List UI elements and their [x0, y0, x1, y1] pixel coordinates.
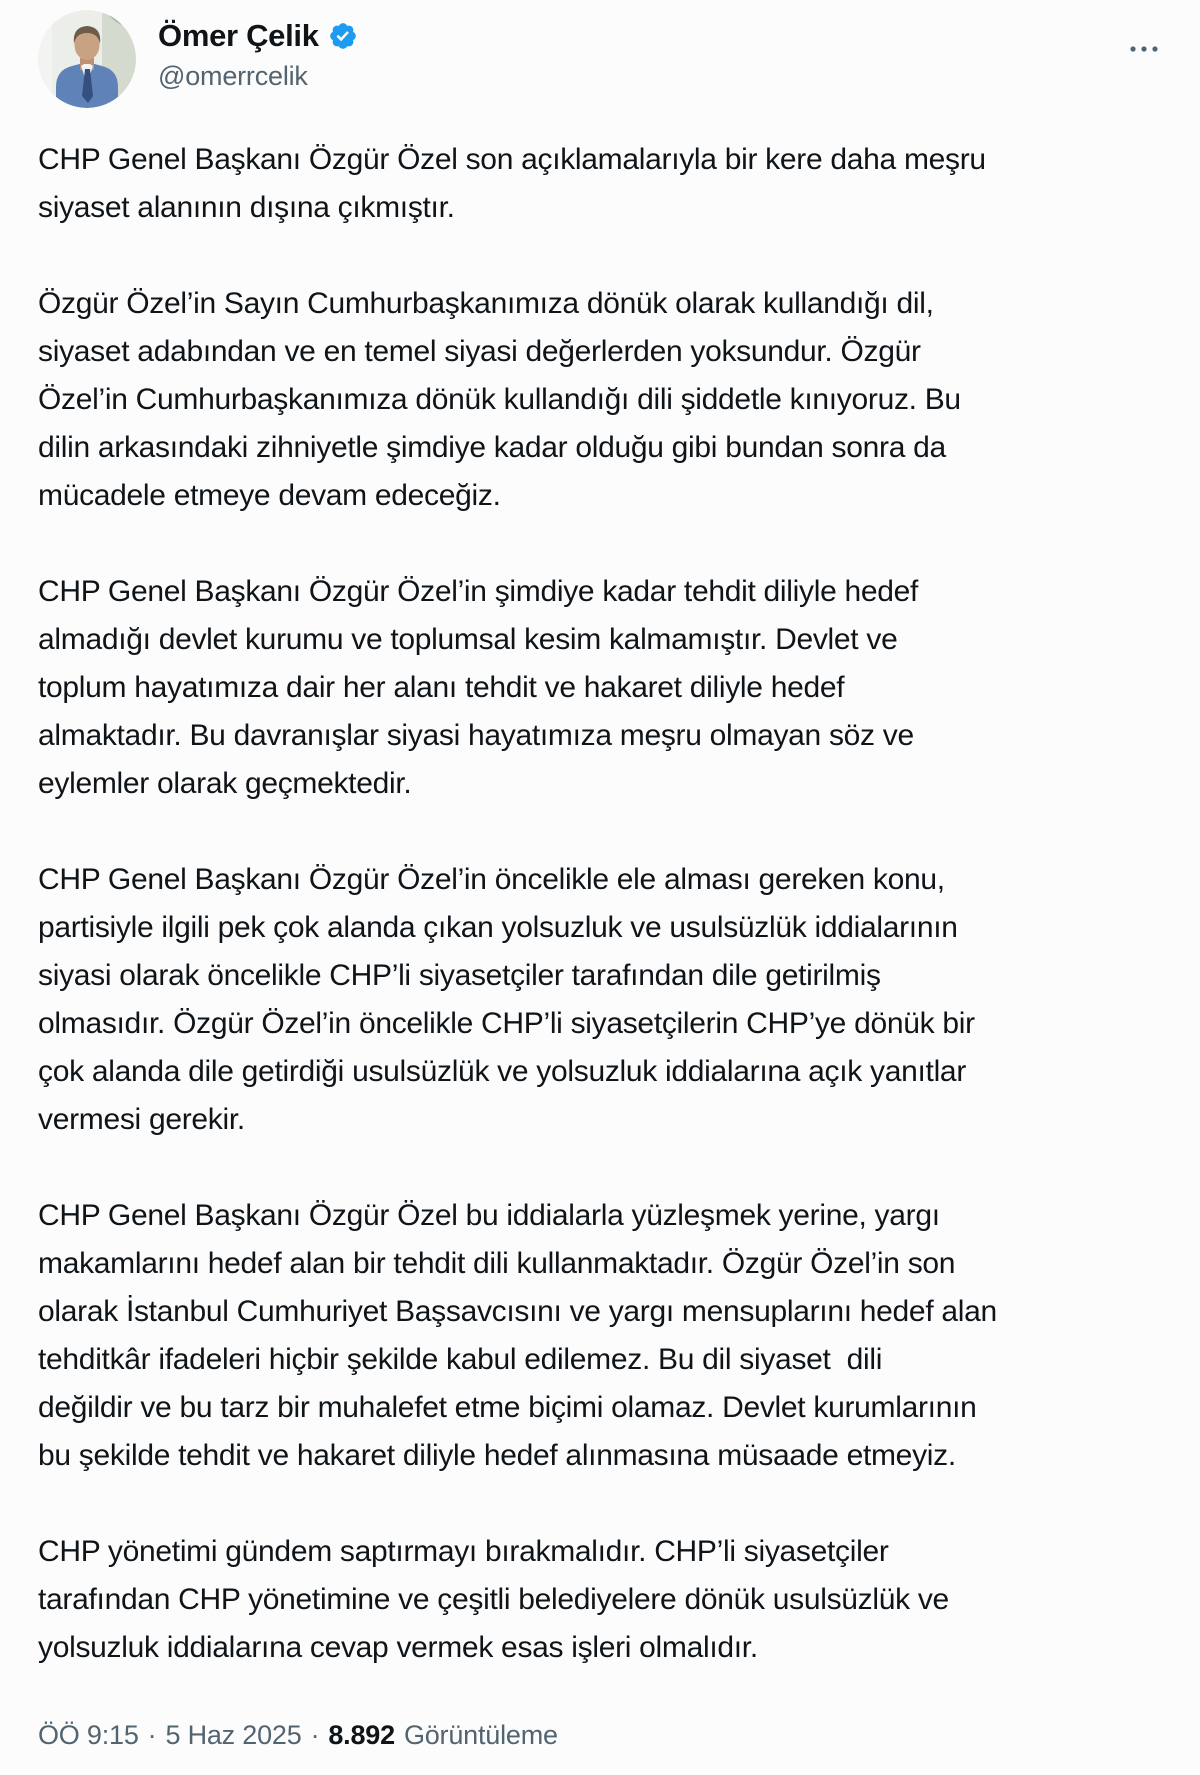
tweet-line: CHP Genel Başkanı Özgür Özel’in şimdiye kadar tehdit diliyle hedef: [38, 575, 919, 608]
tweet-line: tehditkâr ifadeleri hiçbir şekilde kabul edilemez. Bu dil siyaset dili: [38, 1343, 883, 1376]
views-label: Görüntüleme: [403, 1720, 558, 1750]
tweet-line: toplum hayatımıza dair her alanı tehdit ve hakaret diliyle hedef: [38, 671, 845, 704]
views-count: 8.892: [328, 1720, 395, 1750]
tweet-paragraph: [38, 568, 1162, 808]
display-name[interactable]: Ömer Çelik: [158, 18, 319, 53]
tweet-line: olarak İstanbul Cumhuriyet Başsavcısını ve yargı mensuplarını hedef alan: [38, 1295, 997, 1328]
tweet-paragraph: [38, 280, 1162, 520]
tweet-line: eylemler olarak geçmektedir.: [38, 767, 412, 800]
tweet-header: [38, 10, 1162, 108]
tweet-line: almadığı devlet kurumu ve toplumsal kesim kalmamıştır. Devlet ve: [38, 623, 898, 656]
tweet-line: makamlarını hedef alan bir tehdit dili kullanmaktadır. Özgür Özel’in son: [38, 1247, 956, 1280]
tweet-line: Özgür Özel’in Sayın Cumhurbaşkanımıza dönük olarak kullandığı dil,: [38, 287, 934, 320]
tweet-line: siyasi olarak öncelikle CHP’li siyasetçiler tarafından dile getirilmiş: [38, 959, 881, 992]
tweet-line: siyaset adabından ve en temel siyasi değerlerden yoksundur. Özgür: [38, 335, 921, 368]
tweet-paragraph: [38, 856, 1162, 1144]
more-button[interactable]: [1116, 32, 1160, 66]
tweet-line: yolsuzluk iddialarına cevap vermek esas işleri olmalıdır.: [38, 1631, 758, 1664]
tweet-line: partisiyle ilgili pek çok alanda çıkan yolsuzluk ve usulsüzlük iddialarının: [38, 911, 958, 944]
tweet-line: dilin arkasındaki zihniyetle şimdiye kadar olduğu gibi bundan sonra da: [38, 431, 946, 464]
tweet-line: olmasıdır. Özgür Özel’in öncelikle CHP’li siyasetçilerin CHP’ye dönük bir: [38, 1007, 975, 1040]
verified-badge-icon: [328, 21, 358, 51]
user-handle[interactable]: @omerrcelik: [158, 61, 308, 91]
tweet-text: [38, 136, 1162, 1672]
tweet-line: siyaset alanının dışına çıkmıştır.: [38, 191, 455, 224]
tweet-line: CHP Genel Başkanı Özgür Özel bu iddialarla yüzleşmek yerine, yargı: [38, 1199, 940, 1232]
avatar-photo: [38, 10, 136, 108]
avatar[interactable]: [38, 10, 136, 108]
tweet-line: değildir ve bu tarz bir muhalefet etme biçimi olamaz. Devlet kurumlarının: [38, 1391, 977, 1424]
tweet-footer: [38, 1720, 1162, 1751]
separator-dot: ·: [147, 1720, 157, 1750]
ellipsis-icon: [1128, 44, 1160, 54]
tweet-paragraph: [38, 1192, 1162, 1480]
timestamp-date[interactable]: 5 Haz 2025: [165, 1720, 302, 1750]
tweet-paragraph: [38, 136, 1162, 232]
timestamp-time[interactable]: ÖÖ 9:15: [38, 1720, 139, 1750]
views-link[interactable]: [328, 1720, 557, 1751]
tweet-line: çok alanda dile getirdiği usulsüzlük ve yolsuzluk iddialarına açık yanıtlar: [38, 1055, 967, 1088]
tweet-line: almaktadır. Bu davranışlar siyasi hayatımıza meşru olmayan söz ve: [38, 719, 914, 752]
tweet-line: bu şekilde tehdit ve hakaret diliyle hedef alınmasına müsaade etmeyiz.: [38, 1439, 956, 1472]
identity-block: [158, 10, 358, 92]
tweet-line: vermesi gerekir.: [38, 1103, 245, 1136]
tweet-line: mücadele etmeye devam edeceğiz.: [38, 479, 501, 512]
tweet-line: CHP Genel Başkanı Özgür Özel’in öncelikle ele alması gereken konu,: [38, 863, 945, 896]
tweet-paragraph: [38, 1528, 1162, 1672]
tweet-line: tarafından CHP yönetimine ve çeşitli belediyelere dönük usulsüzlük ve: [38, 1583, 949, 1616]
separator-dot: ·: [310, 1720, 320, 1750]
tweet-line: Özel’in Cumhurbaşkanımıza dönük kullandığı dili şiddetle kınıyoruz. Bu: [38, 383, 961, 416]
tweet-line: CHP Genel Başkanı Özgür Özel son açıklamalarıyla bir kere daha meşru: [38, 143, 986, 176]
name-row: [158, 18, 358, 54]
tweet-line: CHP yönetimi gündem saptırmayı bırakmalıdır. CHP’li siyasetçiler: [38, 1535, 889, 1568]
